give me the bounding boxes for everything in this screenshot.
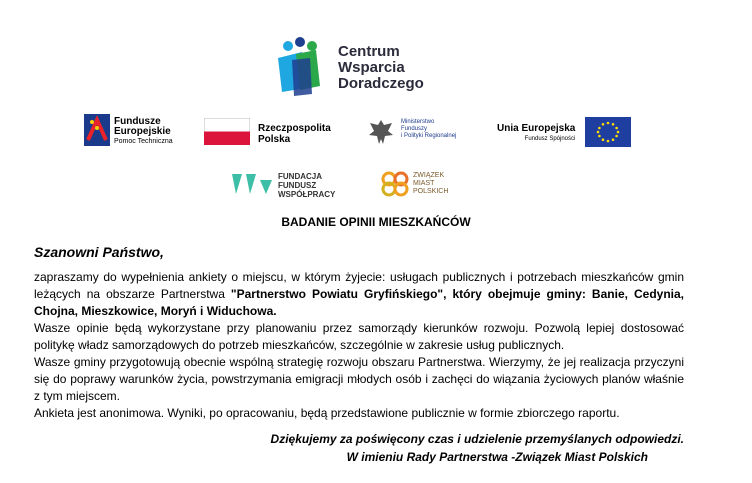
zmp-line2: MIAST [413, 180, 435, 187]
mf-line3: i Polityki Regionalnej [401, 133, 457, 139]
rp-line1: Rzeczpospolita [258, 123, 331, 134]
ffw-line3: WSPÓŁPRACY [278, 190, 336, 199]
paragraph-1-text: zapraszamy do wypełnienia ankiety o miejscu, w którym żyjecie: usługach publicznych i potrzebach mieszkańców gmin leżących na obszarze Partnerstwa [34, 270, 684, 301]
zmp-logo [380, 170, 410, 198]
fundusze-text [114, 117, 173, 147]
fe-line1: Fundusze [114, 116, 161, 127]
zmp-line1: ZWIĄZEK [413, 172, 445, 179]
cwd-line: Centrum [338, 43, 400, 60]
paragraph-1-bold: "Partnerstwo Powiatu Gryfińskiego", który obejmuje gminy: Banie, Cedynia, Chojna, Mieszkowice, Moryń i Widuchowa. [34, 287, 685, 318]
paragraph-1 [34, 269, 684, 320]
mf-line1: Ministerstwo [401, 119, 435, 125]
signature-line: W imieniu Rady Partnerstwa -Związek Miast Polskich [346, 450, 648, 464]
eagle-emblem-icon [366, 117, 396, 147]
ue-line2: Fundusz Spójności [524, 136, 576, 142]
zmp-line3: POLSKICH [413, 188, 449, 195]
cwd-line: Wsparcia [338, 59, 405, 76]
ffw-logo [230, 172, 274, 196]
ffw-line1: FUNDACJA [278, 172, 322, 181]
rp-line2: Polska [258, 134, 291, 145]
fundusze-europejskie-logo [84, 114, 110, 146]
paragraph-3: Wasze gminy przygotowują obecnie wspólną strategię rozwoju obszaru Partnerstwa. Wierzymy, że jej realizacja przyczyni się do poprawy warunków życia, powstrzymania emigracji młodych osób i zachęci do wiązania życiowych planów właśnie z tym miejscem. [34, 355, 684, 403]
polish-flag-icon [204, 118, 250, 145]
eu-flag-icon [585, 117, 631, 147]
ministerstwo-text [401, 119, 456, 140]
mf-line2: Funduszy [401, 126, 428, 132]
page-title: BADANIE OPINII MIESZKAŃCÓW [281, 215, 471, 229]
cwd-line: Doradczego [338, 75, 424, 92]
ue-line1: Unia Europejska [497, 123, 576, 134]
cwd-logo-text [338, 44, 424, 92]
rzeczpospolita-text [258, 123, 331, 145]
paragraph-2: Wasze opinie będą wykorzystane przy planowaniu przez samorządy kierunków rozwoju. Pozwolą lepiej dostosować politykę władz samorządowych do potrzeb mieszkańców, szczególnie w zakresie usług publicznych. [34, 321, 684, 352]
letter-body [34, 269, 684, 422]
paragraph-4: Ankieta jest anonimowa. Wyniki, po opracowaniu, będą przedstawione publicznie w formie zbiorczego raportu. [34, 406, 620, 420]
thanks-line: Dziękujemy za poświęcony czas i udzielenie przemyślanych odpowiedzi. [270, 432, 684, 446]
zmp-text [413, 172, 448, 196]
unia-europejska-text [497, 123, 575, 145]
greeting: Szanowni Państwo, [34, 244, 164, 260]
fe-line3: Pomoc Techniczna [114, 138, 173, 145]
ffw-line2: FUNDUSZ [278, 181, 317, 190]
fe-line2: Europejskie [114, 126, 171, 137]
ffw-text [278, 172, 335, 199]
